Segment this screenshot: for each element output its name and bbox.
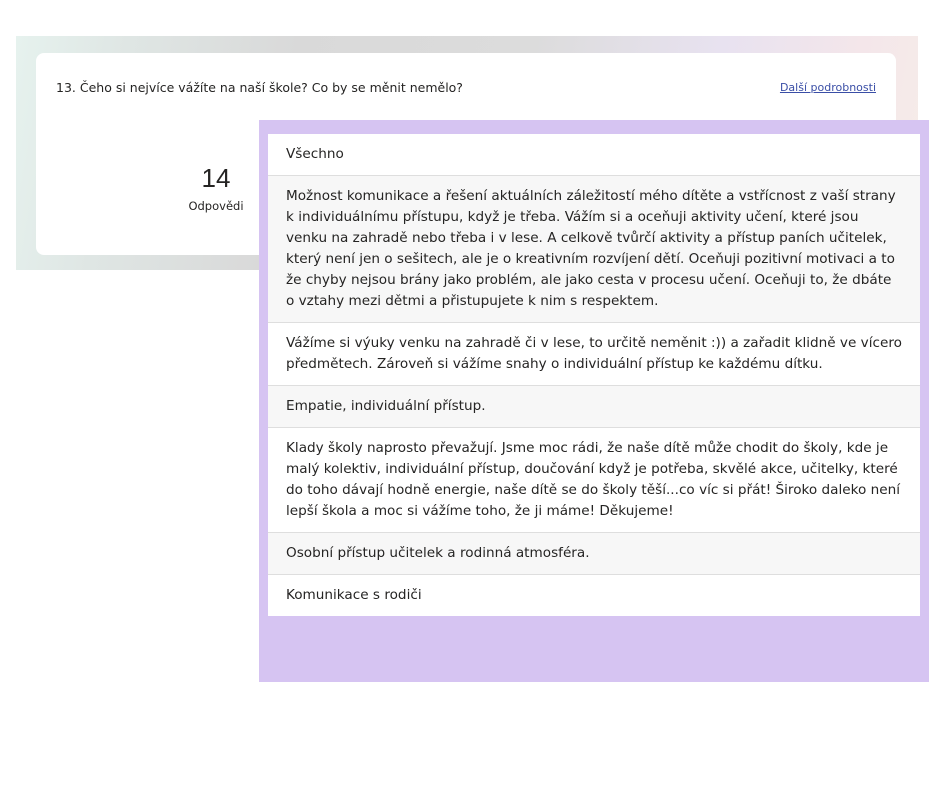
response-item: Všechno — [268, 134, 920, 176]
response-item: Komunikace s rodiči — [268, 575, 920, 616]
responses-popup-frame — [259, 120, 929, 682]
response-count-label: Odpovědi — [188, 199, 244, 213]
response-count: 14 — [201, 163, 231, 193]
response-item: Vážíme si výuky venku na zahradě či v lese, to určitě neměnit :)) a zařadit klidně ve vícero předmětech. Zároveň si vážíme snahy o individuální přístup ke každému dítku. — [268, 323, 920, 386]
response-item: Klady školy naprosto převažují. Jsme moc rádi, že naše dítě může chodit do školy, kde je malý kolektiv, individuální přístup, doučování když je potřeba, skvělé akce, učitelky, které do toho dávají hodně energie, naše dítě se do školy těší...co víc si přát! Široko daleko není lepší škola a moc si vážíme toho, že ji máme! Děkujeme! — [268, 428, 920, 533]
responses-list — [268, 134, 920, 616]
response-item: Empatie, individuální přístup. — [268, 386, 920, 428]
question-title: 13. Čeho si nejvíce vážíte na naší škole? Co by se měnit nemělo? — [56, 80, 463, 95]
more-details-link[interactable]: Další podrobnosti — [779, 81, 876, 94]
response-item: Možnost komunikace a řešení aktuálních záležitostí mého dítěte a vstřícnost z vaší strany k individuálnímu přístupu, když je třeba. Vážím si a oceňuji aktivity učení, které jsou venku na zahradě nebo třeba i v lese. A celkově tvůrčí aktivity a přístup paních učitelek, který není jen o sešitech, ale je o kreativním rozvíjení dětí. Oceňuji pozitivní motivaci a to že chyby nejsou brány jako problém, ale jako cesta v procesu učení. Oceňuji to, že dbáte o vztahy mezi dětmi a přistupujete k nim s respektem. — [268, 176, 920, 323]
response-item: Osobní přístup učitelek a rodinná atmosféra. — [268, 533, 920, 575]
